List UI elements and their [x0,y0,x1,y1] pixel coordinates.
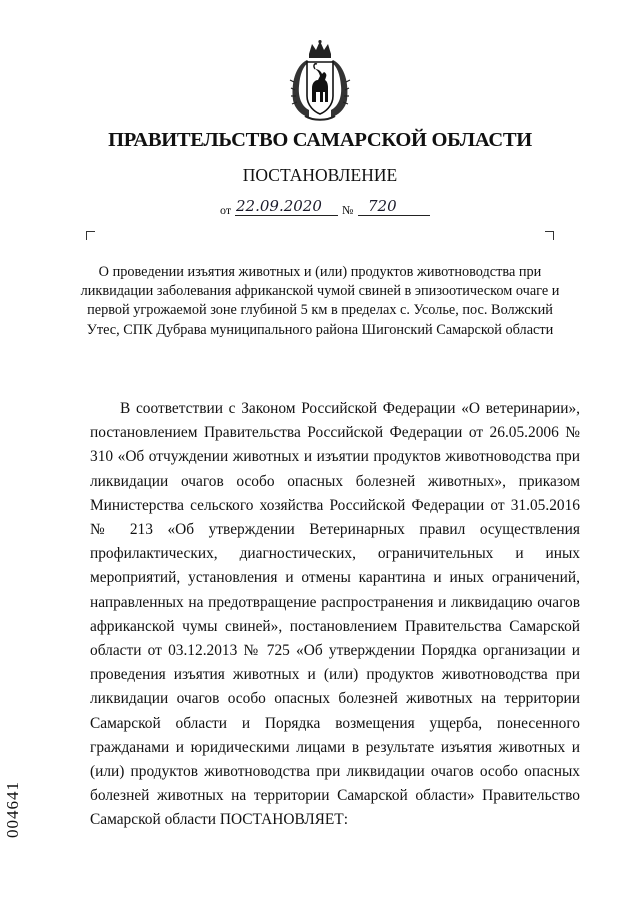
document-subject: О проведении изъятия животных и (или) продуктов животноводства при ликвидации заболевания африканской чумой свиней в эпизоотическом очаге и первой угрожаемой зоне глубиной 5 км в пределах с. Усолье, пос. Волжский Утес, СПК Дубрава муниципального района Шигонский Самарской области [80,264,560,338]
number-label: № [342,203,354,217]
samara-coat-of-arms-icon [287,40,353,122]
date-underline [235,215,338,216]
number-underline [358,215,430,216]
handwritten-date: 22.09.2020 [236,197,322,215]
handwritten-number: 720 [368,197,397,215]
date-label: от [220,203,232,217]
subject-corner-mark-right [545,231,554,240]
subject-corner-mark-left [86,231,95,240]
margin-registration-number: 004641 [3,781,22,838]
preamble-paragraph: В соответствии с Законом Российской Федерации «О ветеринарии», постановлением Правительства Российской Федерации от 26.05.2006 № 310 «Об отчуждении животных и изъятии продуктов животноводства при ликвидации очагов особо опасных болезней животных», приказом Министерства сельского хозяйства Российской Федерации от 31.05.2016 № 213 «Об утверждении Ветеринарных правил осуществления профилактических, диагностических, ограничительных и иных мероприятий, установления и отмены карантина и иных ограничений, направленных на предотвращение распространения и ликвидацию очагов африканской чумы свиней», постановлением Правительства Самарской области от 03.12.2013 № 725 «Об утверждении Порядка организации и проведения изъятия животных и (или) продуктов животноводства при ликвидации очагов особо опасных болезней животных на территории Самарской области и Порядка возмещения ущерба, понесенного гражданами и юридическими лицами в результате изъятия животных и (или) продуктов животноводства при ликвидации очагов особо опасных болезней животных на территории Самарской области» Правительство Самарской области ПОСТАНОВЛЯЕТ: [90,400,580,829]
document-type: ПОСТАНОВЛЕНИЕ [242,165,398,185]
date-number-line [220,196,440,220]
authority-heading: ПРАВИТЕЛЬСТВО САМАРСКОЙ ОБЛАСТИ [108,129,532,151]
